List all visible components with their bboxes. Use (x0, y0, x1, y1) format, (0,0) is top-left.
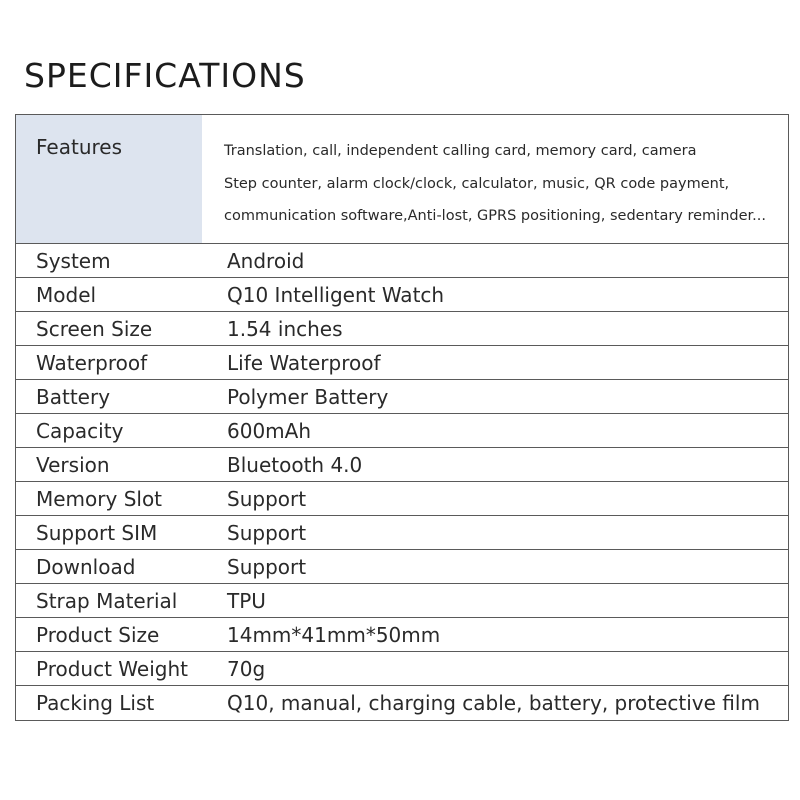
spec-label: Product Size (36, 622, 160, 647)
spec-value: 14mm*41mm*50mm (227, 622, 441, 647)
spec-row-memory-slot (16, 482, 788, 516)
spec-label: Support SIM (36, 520, 158, 545)
spec-value: Support (227, 520, 307, 545)
spec-value: Support (227, 486, 307, 511)
spec-label: Strap Material (36, 588, 178, 613)
spec-row-strap-material (16, 584, 788, 618)
spec-label: Packing List (36, 691, 155, 715)
spec-label: Battery (36, 384, 111, 409)
spec-label: Product Weight (36, 656, 188, 681)
spec-label: Memory Slot (36, 486, 163, 511)
spec-value: Q10 Intelligent Watch (227, 282, 445, 307)
spec-value: 70g (227, 656, 266, 681)
spec-value: Life Waterproof (227, 350, 381, 375)
spec-value: Polymer Battery (227, 384, 389, 409)
spec-value: Support (227, 554, 307, 579)
spec-row-download (16, 550, 788, 584)
spec-value: Bluetooth 4.0 (227, 452, 363, 477)
spec-label: Download (36, 554, 136, 579)
features-label: Features (16, 115, 202, 243)
spec-value: TPU (227, 588, 266, 613)
spec-row-waterproof (16, 346, 788, 380)
spec-row-packing-list (16, 686, 788, 720)
features-line: Step counter, alarm clock/clock, calculator, music, QR code payment, (224, 175, 730, 192)
spec-label: Screen Size (36, 316, 153, 341)
spec-value: Q10, manual, charging cable, battery, protective film (227, 691, 760, 715)
spec-row-product-size (16, 618, 788, 652)
spec-row-system (16, 244, 788, 278)
spec-row-product-weight (16, 652, 788, 686)
spec-value: 600mAh (227, 418, 312, 443)
features-row (16, 115, 788, 244)
spec-row-screen-size (16, 312, 788, 346)
page-title: SPECIFICATIONS (24, 56, 306, 95)
spec-row-capacity (16, 414, 788, 448)
spec-row-support-sim (16, 516, 788, 550)
spec-value: 1.54 inches (227, 316, 343, 341)
features-line: communication software,Anti-lost, GPRS positioning, sedentary reminder... (224, 208, 766, 224)
features-line: Translation, call, independent calling card, memory card, camera (224, 143, 697, 159)
features-value (202, 115, 788, 243)
spec-row-version (16, 448, 788, 482)
spec-label: System (36, 248, 111, 273)
spec-label: Capacity (36, 418, 124, 443)
spec-label: Waterproof (36, 350, 148, 375)
spec-label: Version (36, 452, 110, 477)
spec-label: Model (36, 282, 97, 307)
spec-row-battery (16, 380, 788, 414)
spec-table (15, 114, 789, 721)
spec-value: Android (227, 248, 305, 273)
spec-row-model (16, 278, 788, 312)
